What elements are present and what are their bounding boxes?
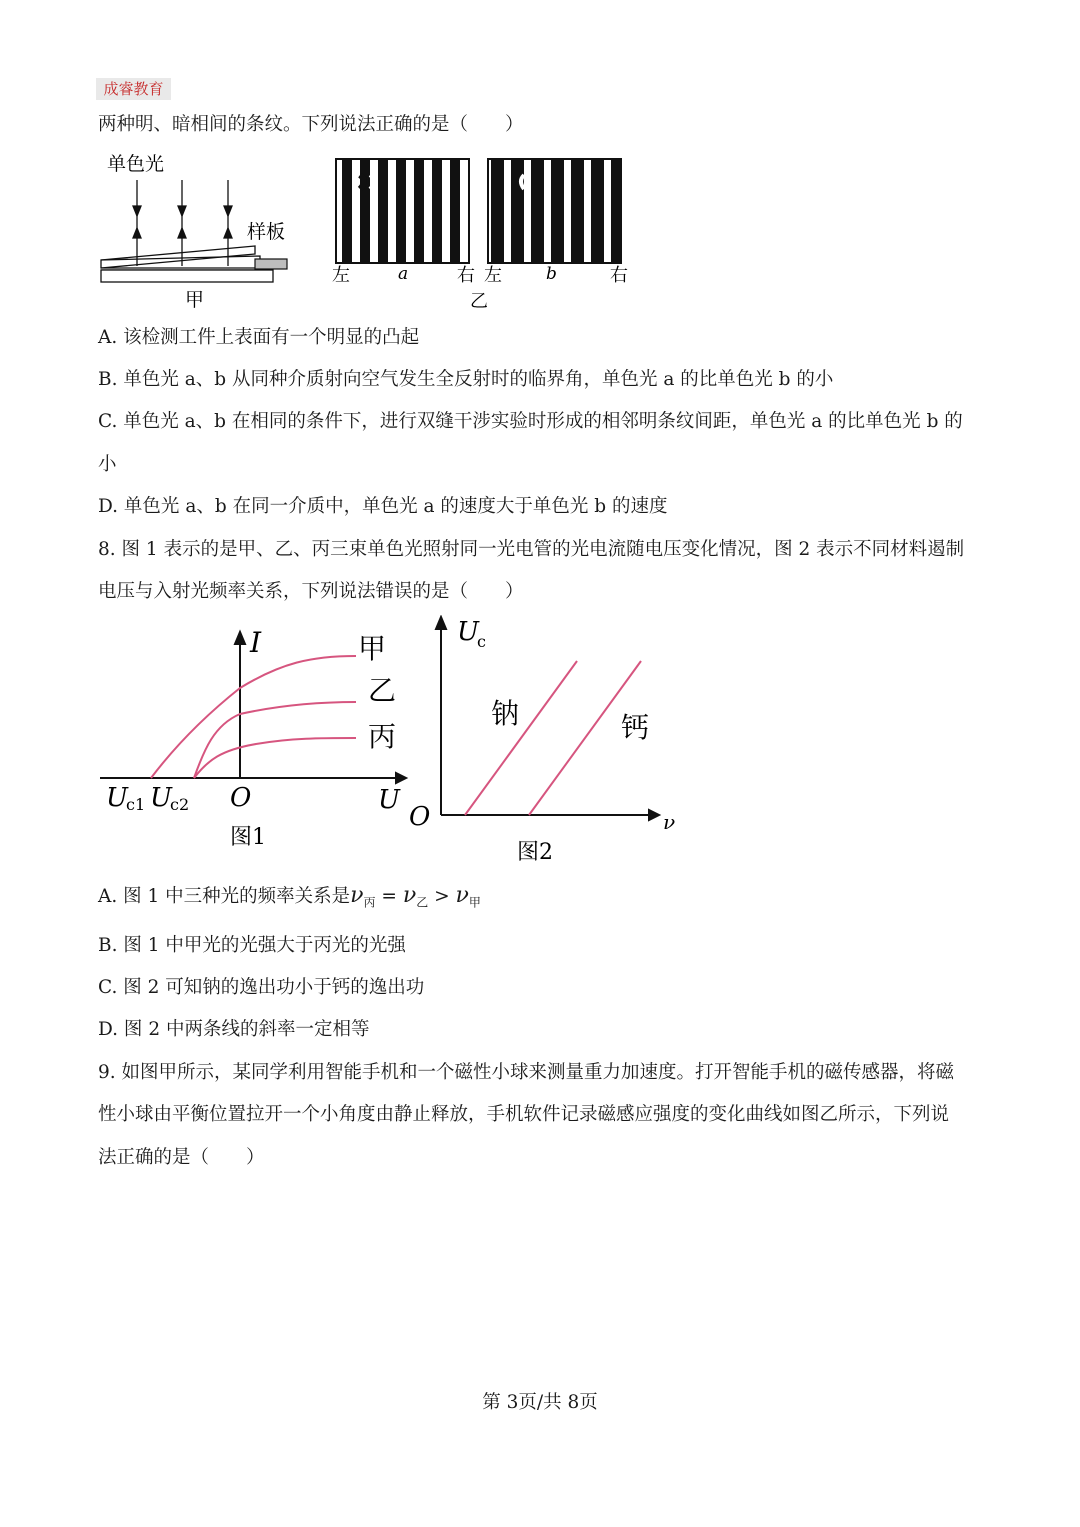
q8-option-a-text: A. 图 1 中三种光的频率关系是: [98, 886, 351, 907]
calcium-label: 钙: [621, 711, 650, 744]
fig2-y-label: U: [457, 617, 479, 647]
uc2-subscript: c2: [170, 795, 190, 814]
q8-option-b: B. 图 1 中甲光的光强大于丙光的光强: [98, 935, 406, 956]
nu-sub-yi: 乙: [416, 895, 429, 910]
q9-stem-line2: 性小球由平衡位置拉开一个小角度由静止释放，手机软件记录磁感应强度的变化曲线如图乙所示，下列说: [98, 1104, 950, 1125]
single-light-label: 单色光: [107, 153, 165, 175]
fig1-y-label: I: [250, 626, 262, 659]
panel-a-label: a: [398, 264, 409, 284]
q7-option-c-line1: C. 单色光 a、b 在相同的条件下，进行双缝干涉实验时形成的相邻明条纹间距，单色光 a 的比单色光 b 的: [98, 411, 963, 432]
panel-a-left: 左: [332, 265, 350, 286]
fig2-origin: O: [409, 802, 431, 832]
fig2-caption: 图2: [517, 840, 553, 865]
figure-jia-caption: 甲: [185, 289, 205, 311]
q7-intro: 两种明、暗相间的条纹。下列说法正确的是（ ）: [98, 114, 524, 135]
fig1-caption: 图1: [230, 825, 266, 850]
q7-option-c-line2: 小: [98, 454, 117, 475]
fig2-x-label: ν: [663, 810, 676, 834]
figure-yi-caption: 乙: [470, 291, 488, 312]
curve-yi-label: 乙: [368, 674, 397, 707]
curve-jia: [151, 656, 356, 778]
sodium-label: 钠: [491, 697, 520, 730]
nu-sub-bing: 丙: [363, 895, 376, 910]
greater-sign: >: [428, 886, 456, 907]
q8-option-c: C. 图 2 可知钠的逸出功小于钙的逸出功: [98, 977, 425, 998]
q8-figure-1: [96, 620, 416, 855]
publisher-badge: 成睿教育: [96, 78, 171, 100]
q8-option-a: [98, 883, 481, 916]
sample-plate-label: 样板: [247, 221, 286, 243]
q8-stem-line1: 8. 图 1 表示的是甲、乙、丙三束单色光照射同一光电管的光电流随电压变化情况，图 2 表示不同材料遏制: [98, 539, 965, 560]
panel-b-right: 右: [610, 265, 628, 286]
fringe-panel-b: [488, 159, 621, 263]
line-sodium: [465, 661, 577, 815]
panel-b-left: 左: [484, 265, 502, 286]
q7-figure-yi: [328, 155, 638, 315]
nu-sub-jia: 甲: [468, 895, 481, 910]
q7-figure-jia: [95, 148, 305, 313]
fig1-origin: O: [230, 783, 252, 813]
fig1-x-label: U: [378, 785, 400, 815]
uc1-subscript: c1: [126, 795, 146, 814]
fig2-y-subscript: c: [477, 632, 486, 651]
q7-option-a: A. 该检测工件上表面有一个明显的凸起: [98, 327, 420, 348]
uc2-label: U: [150, 783, 172, 813]
q8-option-d: D. 图 2 中两条线的斜率一定相等: [98, 1019, 370, 1040]
nu-symbol-2: ν: [402, 883, 417, 908]
equals-sign: =: [375, 886, 403, 907]
panel-a-right: 右: [457, 265, 475, 286]
curve-bing-label: 丙: [368, 720, 397, 753]
q9-stem-line1: 9. 如图甲所示，某同学利用智能手机和一个磁性小球来测量重力加速度。打开智能手机的磁传感器，将磁: [98, 1062, 955, 1083]
uc1-label: U: [106, 783, 128, 813]
nu-symbol-1: ν: [350, 883, 364, 908]
curve-yi: [194, 702, 356, 778]
panel-b-label: b: [546, 264, 557, 284]
curve-jia-label: 甲: [358, 632, 387, 665]
fringe-panel-a: [336, 159, 469, 263]
page-number: 第 3页/共 8页: [482, 1392, 598, 1413]
q8-stem-line2: 电压与入射光频率关系，下列说法错误的是（ ）: [98, 581, 524, 602]
q7-option-b: B. 单色光 a、b 从同种介质射向空气发生全反射时的临界角，单色光 a 的比单色光 b 的小: [98, 369, 834, 390]
nu-symbol-3: ν: [455, 883, 469, 908]
curve-bing: [194, 738, 356, 778]
q7-option-d: D. 单色光 a、b 在同一介质中，单色光 a 的速度大于单色光 b 的速度: [98, 496, 668, 517]
q9-stem-line3: 法正确的是（ ）: [98, 1147, 265, 1168]
q8-figure-2: [405, 615, 685, 865]
